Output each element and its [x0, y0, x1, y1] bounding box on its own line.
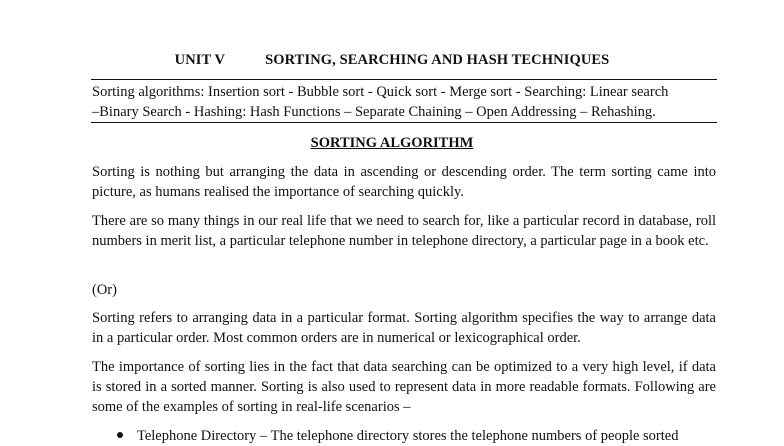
syllabus-box: [92, 82, 716, 122]
top-divider: [91, 79, 717, 80]
section-heading: SORTING ALGORITHM: [310, 135, 474, 151]
bullet-item: [117, 426, 717, 446]
unit-topic-title: SORTING, SEARCHING AND HASH TECHNIQUES: [265, 52, 610, 68]
paragraph-sorting-importance: The importance of sorting lies in the fact that data searching can be optimized to a very high level, if data is stored in a sorted manner. Sorting is also used to represent data in more readable formats. Following are some of the examples of sorting in real-life scenarios –: [92, 359, 716, 415]
syllabus-line-1: Sorting algorithms: Insertion sort - Bubble sort - Quick sort - Merge sort - Searching: Linear search: [92, 84, 669, 100]
bullet-item-text: Telephone Directory – The telephone directory stores the telephone numbers of people sorted: [137, 428, 679, 444]
paragraph-or: (Or): [92, 282, 117, 298]
unit-label: UNIT V: [174, 52, 226, 68]
paragraph-sorting-definition: Sorting is nothing but arranging the data in ascending or descending order. The term sorting came into picture, as humans realised the importance of searching quickly.: [92, 164, 716, 200]
paragraph-sorting-format: Sorting refers to arranging data in a particular format. Sorting algorithm specifies the way to arrange data in a particular order. Most common orders are in numerical or lexicographical order.: [92, 310, 716, 346]
unit-title: [0, 51, 784, 69]
bottom-divider: [91, 122, 717, 123]
paragraph-search-examples: There are so many things in our real life that we need to search for, like a particular record in database, roll numbers in merit list, a particular telephone number in telephone directory, a particular page in a book etc.: [92, 213, 716, 249]
bullet-dot-icon: [117, 432, 123, 438]
syllabus-line-2: –Binary Search - Hashing: Hash Functions – Separate Chaining – Open Addressing – Rehashing.: [92, 104, 656, 120]
